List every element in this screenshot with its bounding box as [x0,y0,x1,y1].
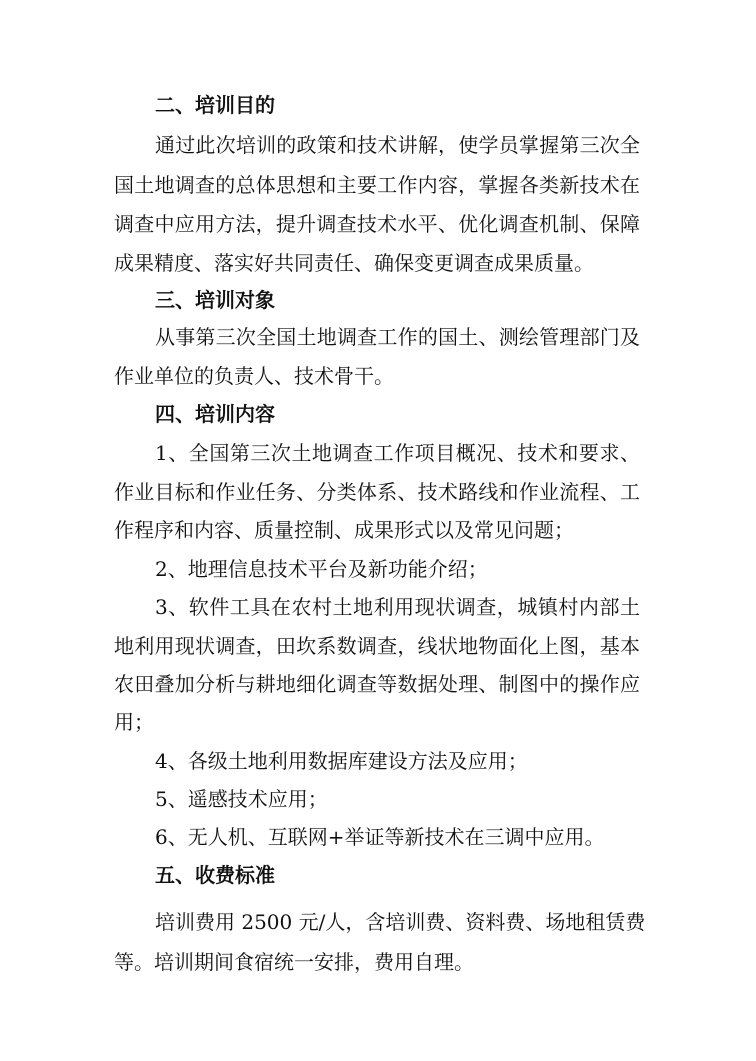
list-item-line: 5、遥感技术应用； [155,787,328,811]
paragraph-line: 通过此次培训的政策和技术讲解，使学员掌握第三次全 [155,133,640,157]
paragraph-line: 作业单位的负责人、技术骨干。 [114,364,394,388]
list-item-line: 用； [114,710,154,734]
list-item-line: 4、各级土地利用数据库建设方法及应用； [155,749,528,773]
list-item-line: 3、软件工具在农村土地利用现状调查，城镇村内部土 [155,595,640,619]
list-item-line: 地利用现状调查，田坎系数调查，线状地物面化上图，基本 [114,634,640,658]
paragraph-line: 培训费用 2500 元/人，含培训费、资料费、场地租赁费 [155,910,646,934]
paragraph-line: 国土地调查的总体思想和主要工作内容，掌握各类新技术在 [114,173,640,197]
list-item-line: 农田叠加分析与耕地细化调查等数据处理、制图中的操作应 [114,672,640,696]
list-item-line: 作业目标和作业任务、分类体系、技术路线和作业流程、工 [114,480,640,504]
paragraph-line: 成果精度、落实好共同责任、确保变更调查成果质量。 [114,251,594,275]
list-item-line: 1、全国第三次土地调查工作项目概况、技术和要求、 [155,441,640,465]
section-heading-purpose: 二、培训目的 [155,93,275,117]
list-item-line: 2、地理信息技术平台及新功能介绍； [155,557,488,581]
list-item-line: 作程序和内容、质量控制、成果形式以及常见问题； [114,518,574,542]
paragraph-line: 从事第三次全国土地调查工作的国土、测绘管理部门及 [155,325,640,349]
section-heading-audience: 三、培训对象 [155,288,275,312]
section-heading-fees: 五、收费标准 [155,863,275,887]
paragraph-line: 等。培训期间食宿统一安排，费用自理。 [114,950,474,974]
paragraph-line: 调查中应用方法，提升调查技术水平、优化调查机制、保障 [114,212,640,236]
section-heading-content: 四、培训内容 [155,402,275,426]
list-item-line: 6、无人机、互联网+举证等新技术在三调中应用。 [155,825,605,849]
